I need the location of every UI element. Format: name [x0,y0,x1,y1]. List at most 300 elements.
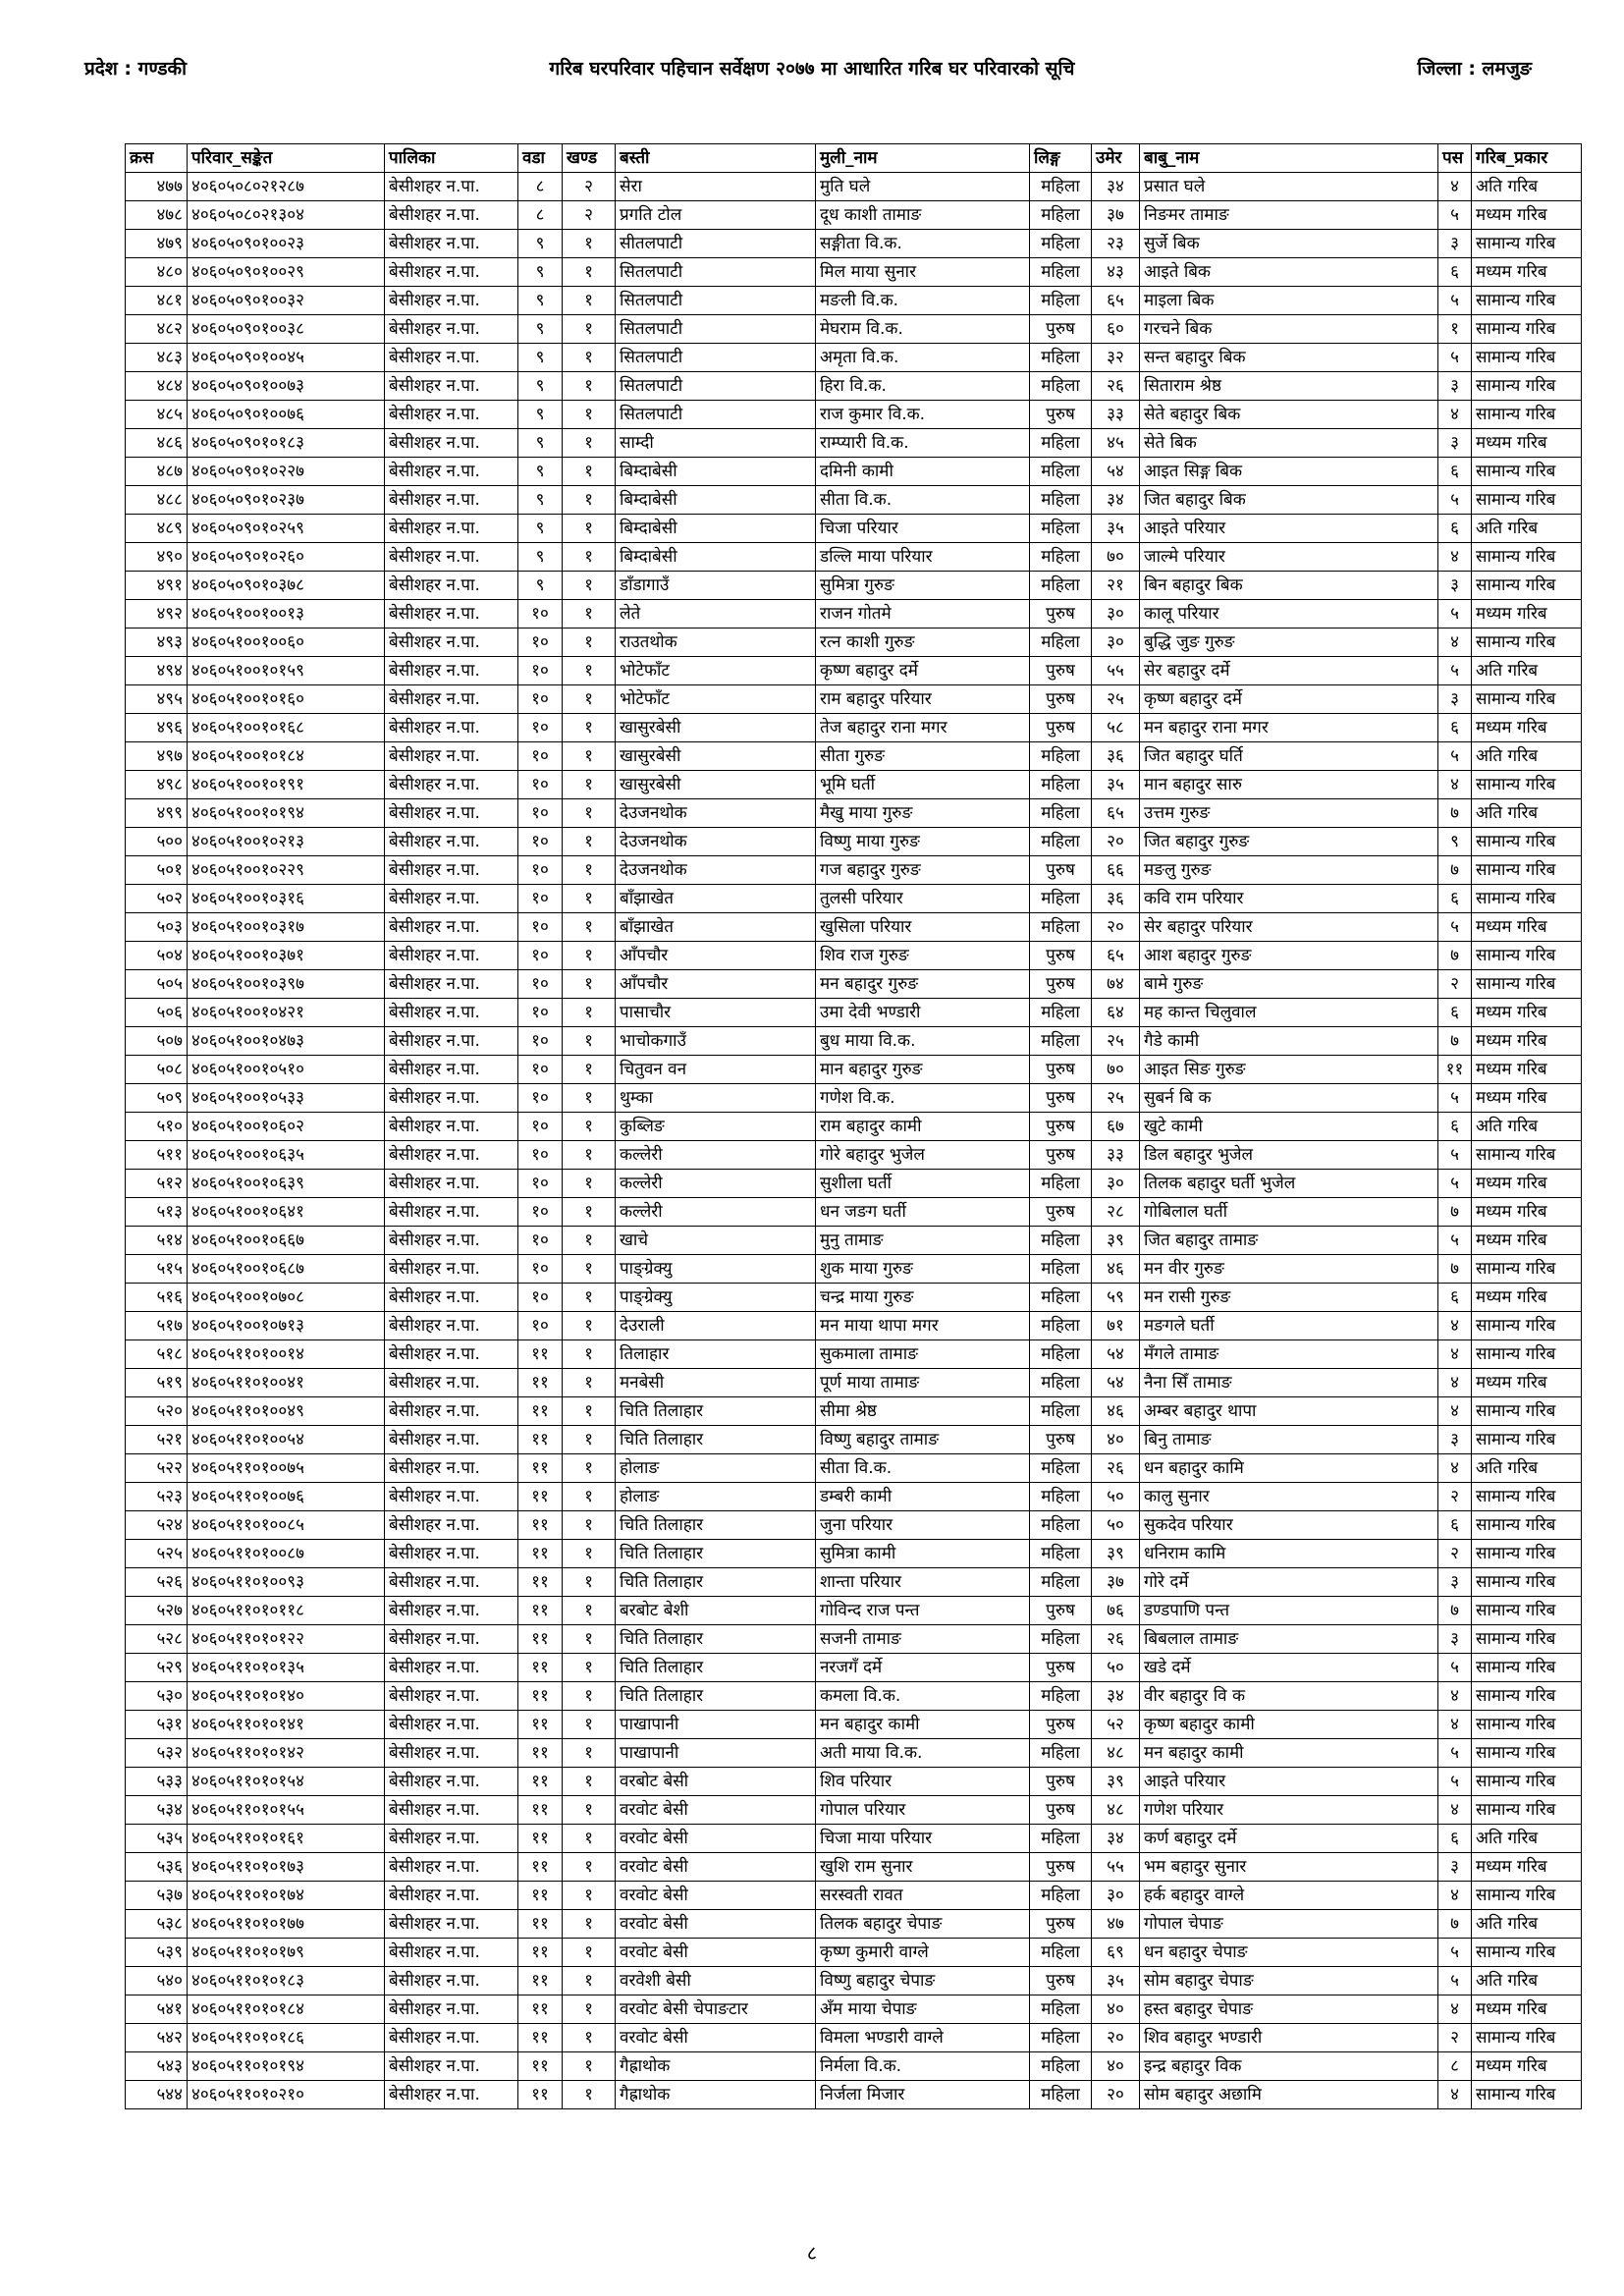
cell-family-code: ४०६०५०९०१०३७८ [188,572,385,600]
cell-ward: १० [518,999,563,1027]
cell-block: १ [563,1825,616,1853]
cell-settlement: कल्लेरी [616,1198,816,1227]
cell-age: ५४ [1092,458,1140,486]
cell-block: १ [563,771,616,799]
table-row [126,1426,1582,1454]
cell-family-code: ४०६०५१००१०४७३ [188,1027,385,1056]
cell-block: १ [563,799,616,828]
cell-head-name: सीमा श्रेष्ठ [816,1397,1030,1426]
cell-members: ७ [1438,1198,1472,1227]
table-row [126,1113,1582,1141]
cell-block: १ [563,315,616,344]
cell-municipality: बेसीशहर न.पा. [385,1853,518,1882]
cell-gender: महिला [1030,1369,1092,1397]
cell-members: ३ [1438,230,1472,258]
cell-block: १ [563,372,616,401]
cell-family-code: ४०६०५१००१०१६८ [188,714,385,742]
cell-poverty-type: सामान्य गरिब [1472,315,1582,344]
cell-serial: ५३९ [126,1939,188,1967]
cell-age: ४७ [1092,1910,1140,1939]
cell-municipality: बेसीशहर न.पा. [385,173,518,201]
cell-ward: ९ [518,315,563,344]
table-row [126,685,1582,714]
cell-gender: महिला [1030,515,1092,543]
cell-gender: महिला [1030,1312,1092,1340]
cell-members: ६ [1438,258,1472,287]
cell-settlement: वरवोट बेसी [616,1796,816,1825]
cell-gender: महिला [1030,1995,1092,2024]
table-row [126,1340,1582,1369]
cell-municipality: बेसीशहर न.पा. [385,1568,518,1597]
cell-father-name: कवि राम परियार [1140,885,1438,913]
cell-age: ३७ [1092,201,1140,230]
cell-serial: ४९७ [126,742,188,771]
table-row [126,1853,1582,1882]
cell-serial: ५३२ [126,1739,188,1768]
table-row [126,1597,1582,1625]
cell-age: ५० [1092,1511,1140,1540]
table-row [126,458,1582,486]
cell-settlement: खासुरबेसी [616,714,816,742]
cell-gender: महिला [1030,1227,1092,1255]
cell-father-name: तिलक बहादुर घर्ती भुजेल [1140,1170,1438,1198]
cell-family-code: ४०६०५१००१०३९७ [188,970,385,999]
cell-family-code: ४०६०५११०१०१४१ [188,1711,385,1739]
cell-municipality: बेसीशहर न.पा. [385,401,518,429]
cell-ward: १० [518,1027,563,1056]
cell-poverty-type: सामान्य गरिब [1472,942,1582,970]
cell-gender: महिला [1030,1540,1092,1568]
cell-ward: १० [518,799,563,828]
cell-head-name: मुनु तामाङ [816,1227,1030,1255]
cell-head-name: खुशि राम सुनार [816,1853,1030,1882]
district-label: जिल्ला : लमजुङ [1417,58,1532,80]
cell-municipality: बेसीशहर न.पा. [385,372,518,401]
cell-serial: ४९८ [126,771,188,799]
cell-members: ५ [1438,1170,1472,1198]
cell-father-name: सेर बहादुर परियार [1140,913,1438,942]
cell-head-name: शुक माया गुरुङ [816,1255,1030,1284]
cell-ward: १० [518,1170,563,1198]
cell-family-code: ४०६०५१००१०३७१ [188,942,385,970]
cell-poverty-type: सामान्य गरिब [1472,1768,1582,1796]
cell-poverty-type: सामान्य गरिब [1472,1483,1582,1511]
cell-age: २० [1092,2024,1140,2052]
cell-members: ४ [1438,1882,1472,1910]
cell-head-name: मन माया थापा मगर [816,1312,1030,1340]
table-row [126,1084,1582,1113]
cell-father-name: डिल बहादुर भुजेल [1140,1141,1438,1170]
cell-family-code: ४०६०५१००१०१९४ [188,799,385,828]
cell-family-code: ४०६०५१००१०६३९ [188,1170,385,1198]
cell-ward: ११ [518,1454,563,1483]
cell-family-code: ४०६०५११०१०१५५ [188,1796,385,1825]
cell-ward: ११ [518,1853,563,1882]
cell-head-name: राम बहादुर कामी [816,1113,1030,1141]
table-row [126,372,1582,401]
cell-settlement: वरवोट बेसी [616,1910,816,1939]
cell-serial: ५१७ [126,1312,188,1340]
cell-municipality: बेसीशहर न.पा. [385,1426,518,1454]
cell-age: ३२ [1092,344,1140,372]
cell-poverty-type: सामान्य गरिब [1472,344,1582,372]
table-row [126,657,1582,685]
cell-age: ४६ [1092,1255,1140,1284]
table-row [126,913,1582,942]
table-row [126,1625,1582,1654]
cell-father-name: मन वीर गुरुङ [1140,1255,1438,1284]
cell-ward: ९ [518,401,563,429]
cell-serial: ४८६ [126,429,188,458]
cell-ward: १० [518,742,563,771]
cell-poverty-type: सामान्य गरिब [1472,1654,1582,1682]
cell-ward: ११ [518,1483,563,1511]
cell-serial: ५२५ [126,1540,188,1568]
cell-gender: महिला [1030,258,1092,287]
cell-head-name: जुना परियार [816,1511,1030,1540]
cell-settlement: प्रगति टोल [616,201,816,230]
cell-family-code: ४०६०५१००१०२२९ [188,856,385,885]
table-row [126,2052,1582,2081]
table-row [126,828,1582,856]
cell-serial: ५२७ [126,1597,188,1625]
cell-members: ७ [1438,799,1472,828]
cell-head-name: सुकमाला तामाङ [816,1340,1030,1369]
cell-block: १ [563,1882,616,1910]
cell-age: ५८ [1092,714,1140,742]
cell-family-code: ४०६०५०९०१०२६० [188,543,385,572]
cell-municipality: बेसीशहर न.पा. [385,856,518,885]
cell-municipality: बेसीशहर न.पा. [385,1170,518,1198]
cell-settlement: बिम्दाबेसी [616,515,816,543]
cell-members: ५ [1438,1227,1472,1255]
cell-serial: ५२८ [126,1625,188,1654]
cell-serial: ४८२ [126,315,188,344]
cell-ward: ११ [518,1397,563,1426]
cell-gender: पुरुष [1030,970,1092,999]
cell-serial: ५०५ [126,970,188,999]
cell-settlement: कल्लेरी [616,1170,816,1198]
cell-father-name: गरचने बिक [1140,315,1438,344]
cell-family-code: ४०६०५१००१०५१० [188,1056,385,1084]
cell-municipality: बेसीशहर न.पा. [385,600,518,629]
cell-members: ८ [1438,2052,1472,2081]
table-row [126,1910,1582,1939]
cell-members: ३ [1438,1625,1472,1654]
cell-serial: ५०३ [126,913,188,942]
cell-ward: १० [518,1284,563,1312]
cell-ward: ८ [518,173,563,201]
cell-settlement: होलाङ [616,1454,816,1483]
cell-settlement: देउजनथोक [616,856,816,885]
cell-gender: महिला [1030,2052,1092,2081]
cell-family-code: ४०६०५१००१०१९१ [188,771,385,799]
cell-father-name: सन्त बहादुर बिक [1140,344,1438,372]
cell-gender: पुरुष [1030,1967,1092,1995]
cell-ward: १० [518,600,563,629]
cell-settlement: गैह्राथोक [616,2052,816,2081]
cell-block: १ [563,1369,616,1397]
cell-members: ६ [1438,1113,1472,1141]
cell-settlement: आँपचौर [616,970,816,999]
cell-municipality: बेसीशहर न.पा. [385,2081,518,2109]
cell-members: २ [1438,1540,1472,1568]
cell-ward: १० [518,942,563,970]
cell-head-name: नरजगँ दर्मे [816,1654,1030,1682]
cell-municipality: बेसीशहर न.पा. [385,2052,518,2081]
cell-head-name: मङली वि.क. [816,287,1030,315]
cell-block: १ [563,742,616,771]
cell-father-name: कर्ण बहादुर दर्मे [1140,1825,1438,1853]
cell-ward: ११ [518,1597,563,1625]
col-header-poverty-type: गरिब_प्रकार [1472,144,1582,173]
cell-poverty-type: अति गरिब [1472,1910,1582,1939]
cell-members: ४ [1438,1454,1472,1483]
cell-settlement: तिलाहार [616,1340,816,1369]
table-row [126,1796,1582,1825]
cell-members: ४ [1438,1340,1472,1369]
table-row [126,1198,1582,1227]
cell-age: ६५ [1092,942,1140,970]
cell-ward: १० [518,685,563,714]
cell-block: १ [563,1682,616,1711]
cell-poverty-type: सामान्य गरिब [1472,1939,1582,1967]
cell-head-name: धन जङग घर्ती [816,1198,1030,1227]
cell-block: १ [563,1113,616,1141]
cell-members: ४ [1438,1711,1472,1739]
cell-members: ३ [1438,1426,1472,1454]
cell-age: ३५ [1092,1967,1140,1995]
cell-members: ५ [1438,287,1472,315]
cell-head-name: चन्द्र माया गुरुङ [816,1284,1030,1312]
cell-serial: ४९४ [126,657,188,685]
table-header-row [126,144,1582,173]
cell-head-name: मान बहादुर गुरुङ [816,1056,1030,1084]
cell-serial: ५१४ [126,1227,188,1255]
cell-municipality: बेसीशहर न.पा. [385,970,518,999]
cell-family-code: ४०६०५११०१०१७९ [188,1939,385,1967]
cell-serial: ४८८ [126,486,188,515]
cell-head-name: दमिनी कामी [816,458,1030,486]
cell-members: ७ [1438,856,1472,885]
cell-poverty-type: सामान्य गरिब [1472,572,1582,600]
cell-father-name: डण्डपाणि पन्त [1140,1597,1438,1625]
cell-block: १ [563,1170,616,1198]
cell-members: १ [1438,315,1472,344]
cell-settlement: बिम्दाबेसी [616,486,816,515]
cell-settlement: वरबोट बेसी [616,1768,816,1796]
cell-block: १ [563,1739,616,1768]
cell-poverty-type: सामान्य गरिब [1472,1426,1582,1454]
cell-father-name: जित बहादुर गुरुङ [1140,828,1438,856]
cell-father-name: गोपाल चेपाङ [1140,1910,1438,1939]
cell-gender: महिला [1030,572,1092,600]
cell-members: ७ [1438,1027,1472,1056]
cell-family-code: ४०६०५१००१०४२१ [188,999,385,1027]
cell-head-name: सीता गुरुङ [816,742,1030,771]
cell-family-code: ४०६०५०९०१००३२ [188,287,385,315]
cell-ward: १० [518,1227,563,1255]
cell-family-code: ४०६०५११०१०१८४ [188,1995,385,2024]
cell-gender: महिला [1030,1483,1092,1511]
cell-gender: महिला [1030,1825,1092,1853]
cell-municipality: बेसीशहर न.पा. [385,1597,518,1625]
cell-municipality: बेसीशहर न.पा. [385,771,518,799]
cell-ward: १० [518,913,563,942]
cell-members: ३ [1438,1568,1472,1597]
cell-block: १ [563,1853,616,1882]
cell-poverty-type: मध्यम गरिब [1472,1227,1582,1255]
cell-gender: पुरुष [1030,657,1092,685]
cell-father-name: खुटे कामी [1140,1113,1438,1141]
cell-family-code: ४०६०५१००१०१६० [188,685,385,714]
cell-family-code: ४०६०५०९०१०२५९ [188,515,385,543]
cell-family-code: ४०६०५११०१००४९ [188,1397,385,1426]
cell-ward: ११ [518,1939,563,1967]
cell-age: २५ [1092,1084,1140,1113]
cell-poverty-type: सामान्य गरिब [1472,1312,1582,1340]
cell-head-name: गोविन्द राज पन्त [816,1597,1030,1625]
cell-serial: ५३६ [126,1853,188,1882]
cell-municipality: बेसीशहर न.पा. [385,1796,518,1825]
cell-family-code: ४०६०५०८०२१२८७ [188,173,385,201]
cell-age: ३६ [1092,885,1140,913]
cell-father-name: वीर बहादुर वि क [1140,1682,1438,1711]
cell-serial: ४९१ [126,572,188,600]
cell-serial: ५२६ [126,1568,188,1597]
cell-gender: महिला [1030,771,1092,799]
cell-father-name: जित बहादुर घर्ति [1140,742,1438,771]
cell-ward: ९ [518,543,563,572]
cell-serial: ५०६ [126,999,188,1027]
cell-serial: ५४४ [126,2081,188,2109]
cell-head-name: मिल माया सुनार [816,258,1030,287]
cell-ward: ११ [518,1340,563,1369]
cell-ward: ११ [518,1369,563,1397]
cell-gender: पुरुष [1030,600,1092,629]
cell-municipality: बेसीशहर न.पा. [385,913,518,942]
cell-ward: ९ [518,515,563,543]
cell-father-name: आश बहादुर गुरुङ [1140,942,1438,970]
cell-family-code: ४०६०५१००१०१८४ [188,742,385,771]
cell-family-code: ४०६०५०९०१००४५ [188,344,385,372]
cell-head-name: मुति घले [816,173,1030,201]
cell-gender: महिला [1030,799,1092,828]
cell-ward: ११ [518,1625,563,1654]
cell-municipality: बेसीशहर न.पा. [385,1768,518,1796]
table-row [126,1511,1582,1540]
cell-father-name: बुद्धि जुङ गुरुङ [1140,629,1438,657]
cell-family-code: ४०६०५०९०१००२३ [188,230,385,258]
table-row [126,1768,1582,1796]
cell-family-code: ४०६०५१००१०६४१ [188,1198,385,1227]
table-row [126,1027,1582,1056]
cell-head-name: गोपाल परियार [816,1796,1030,1825]
cell-family-code: ४०६०५०९०१०२२७ [188,458,385,486]
cell-age: ६५ [1092,287,1140,315]
cell-gender: पुरुष [1030,1198,1092,1227]
cell-municipality: बेसीशहर न.पा. [385,999,518,1027]
cell-father-name: बिन बहादुर बिक [1140,572,1438,600]
cell-poverty-type: मध्यम गरिब [1472,2052,1582,2081]
cell-members: ५ [1438,1084,1472,1113]
cell-poverty-type: सामान्य गरिब [1472,1739,1582,1768]
cell-members: २ [1438,2024,1472,2052]
cell-father-name: प्रसात घले [1140,173,1438,201]
cell-father-name: बामे गुरुङ [1140,970,1438,999]
cell-age: ३९ [1092,1227,1140,1255]
cell-serial: ५०१ [126,856,188,885]
cell-settlement: चितुवन वन [616,1056,816,1084]
cell-settlement: मनबेसी [616,1369,816,1397]
table-row [126,1312,1582,1340]
cell-block: १ [563,1967,616,1995]
table-row [126,486,1582,515]
cell-age: ६९ [1092,1939,1140,1967]
cell-poverty-type: मध्यम गरिब [1472,913,1582,942]
cell-poverty-type: मध्यम गरिब [1472,201,1582,230]
cell-block: १ [563,572,616,600]
cell-members: ३ [1438,572,1472,600]
cell-serial: ४९९ [126,799,188,828]
cell-family-code: ४०६०५११०१०१८३ [188,1967,385,1995]
cell-poverty-type: मध्यम गरिब [1472,429,1582,458]
cell-serial: ५४२ [126,2024,188,2052]
cell-father-name: आइत सिङ गुरुङ [1140,1056,1438,1084]
cell-father-name: जित बहादुर तामाङ [1140,1227,1438,1255]
cell-father-name: कृष्ण बहादुर कामी [1140,1711,1438,1739]
cell-members: ६ [1438,1284,1472,1312]
cell-father-name: मन बहादुर राना मगर [1140,714,1438,742]
cell-head-name: तिलक बहादुर चेपाङ [816,1910,1030,1939]
cell-poverty-type: मध्यम गरिब [1472,1284,1582,1312]
cell-ward: ११ [518,2024,563,2052]
cell-block: १ [563,970,616,999]
cell-gender: महिला [1030,201,1092,230]
cell-municipality: बेसीशहर न.पा. [385,458,518,486]
cell-poverty-type: मध्यम गरिब [1472,1198,1582,1227]
cell-gender: पुरुष [1030,1056,1092,1084]
cell-block: १ [563,685,616,714]
cell-gender: महिला [1030,1682,1092,1711]
cell-gender: पुरुष [1030,1910,1092,1939]
cell-father-name: धनिराम कामि [1140,1540,1438,1568]
cell-ward: ११ [518,1426,563,1454]
cell-poverty-type: मध्यम गरिब [1472,258,1582,287]
cell-ward: १० [518,1312,563,1340]
cell-block: १ [563,1454,616,1483]
cell-block: १ [563,401,616,429]
cell-municipality: बेसीशहर न.पा. [385,1939,518,1967]
cell-father-name: आइते परियार [1140,515,1438,543]
cell-family-code: ४०६०५१००१०६०२ [188,1113,385,1141]
cell-settlement: साम्दी [616,429,816,458]
cell-settlement: पाङ्ग्रेक्यु [616,1255,816,1284]
cell-family-code: ४०६०५०९०१००७६ [188,401,385,429]
cell-head-name: मन बहादुर गुरुङ [816,970,1030,999]
cell-father-name: आइते परियार [1140,1768,1438,1796]
table-row [126,1483,1582,1511]
cell-poverty-type: अति गरिब [1472,173,1582,201]
cell-poverty-type: सामान्य गरिब [1472,771,1582,799]
cell-block: १ [563,1511,616,1540]
cell-municipality: बेसीशहर न.पा. [385,657,518,685]
cell-family-code: ४०६०५११०१०१७३ [188,1853,385,1882]
table-row [126,1568,1582,1597]
cell-poverty-type: अति गरिब [1472,1113,1582,1141]
cell-ward: १० [518,1056,563,1084]
cell-poverty-type: मध्यम गरिब [1472,999,1582,1027]
